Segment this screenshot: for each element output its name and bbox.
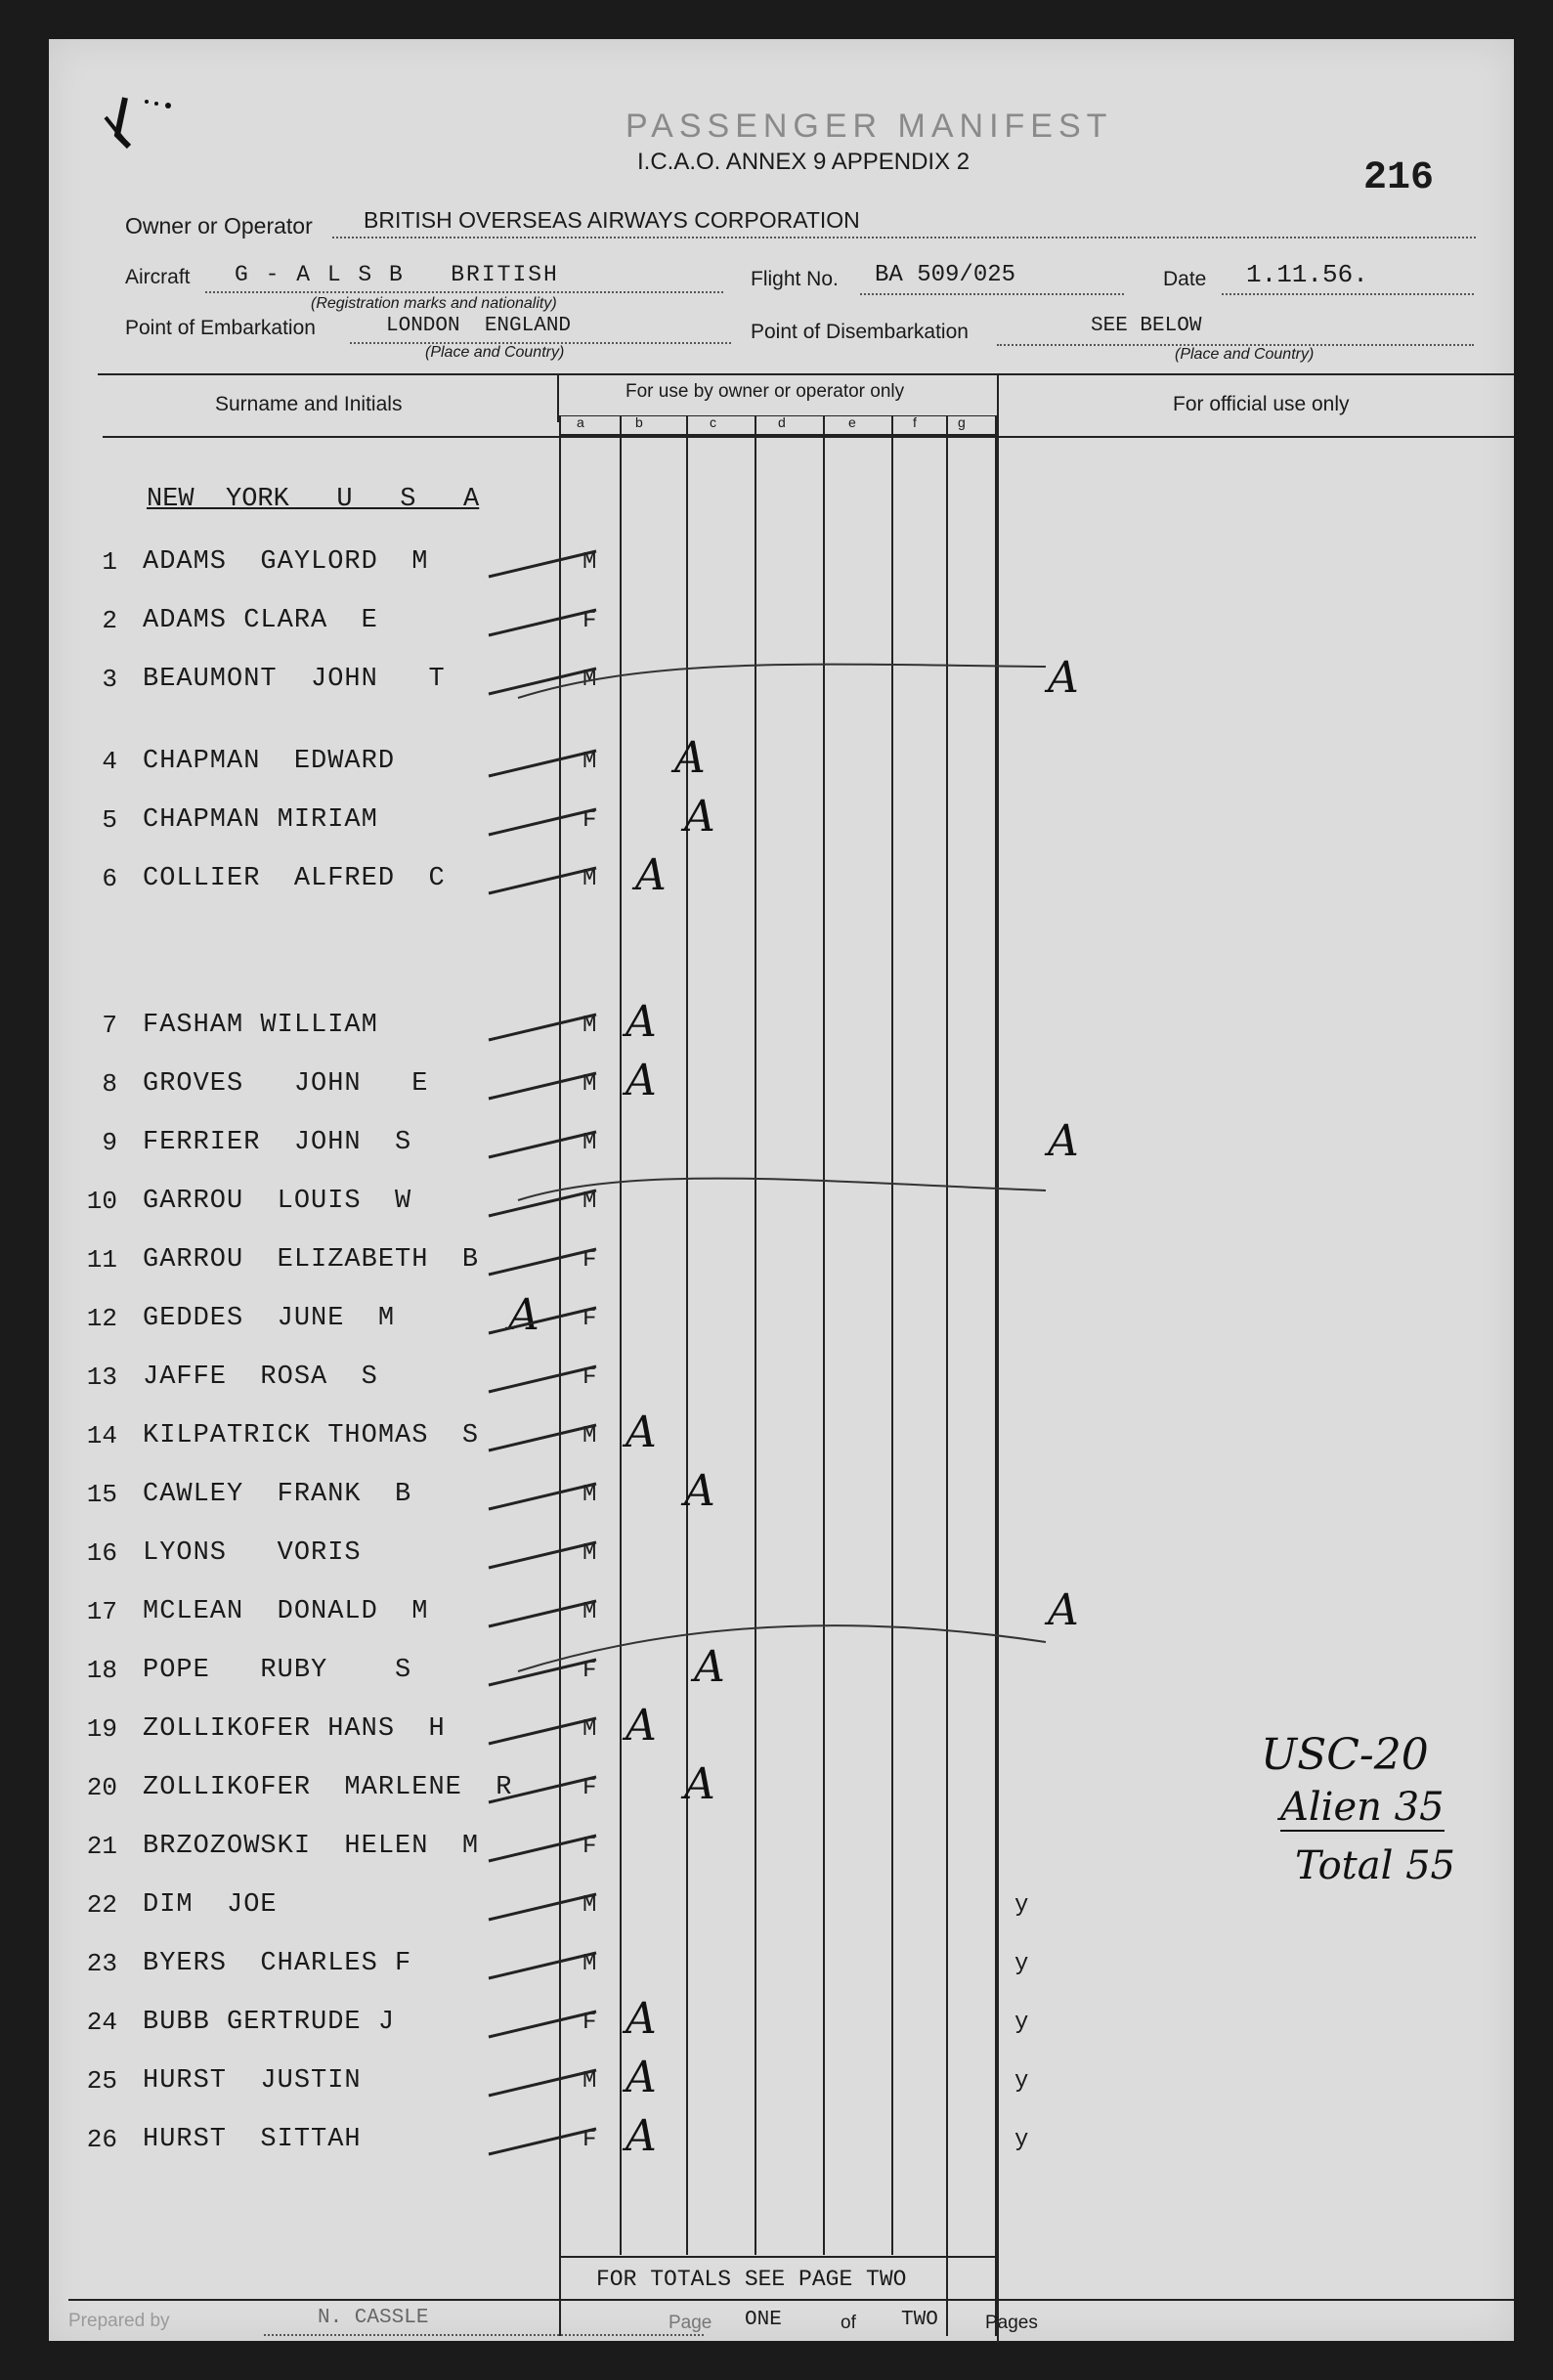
prepared-value: N. CASSLE [318, 2307, 429, 2329]
row-number: 15 [86, 1480, 117, 1509]
disembark-label: Point of Disembarkation [751, 321, 969, 343]
row-number: 18 [86, 1656, 117, 1685]
embark-note: (Place and Country) [425, 344, 565, 361]
passenger-sex: M [582, 2068, 597, 2095]
subcolumn-letter: e [848, 414, 856, 430]
passenger-sex: M [582, 1540, 597, 1567]
row-number: 26 [86, 2125, 117, 2154]
passenger-name: CHAPMAN MIRIAM [143, 805, 378, 835]
row-number: 19 [86, 1714, 117, 1744]
handwritten-a-mark: A [626, 997, 657, 1047]
row-number: 16 [86, 1538, 117, 1568]
subcolumn-letter: c [710, 414, 716, 430]
form-subtitle: I.C.A.O. ANNEX 9 APPENDIX 2 [637, 149, 971, 175]
passenger-sex: F [582, 1834, 597, 1860]
passenger-name: DIM JOE [143, 1890, 278, 1920]
row-number: 24 [86, 2008, 117, 2037]
passenger-sex: F [582, 807, 597, 834]
passenger-sex: M [582, 1599, 597, 1625]
row-number: 10 [86, 1187, 117, 1216]
row-number: 20 [86, 1773, 117, 1802]
passenger-name: GARROU ELIZABETH B [143, 1245, 480, 1275]
destination-heading: NEW YORK U S A [147, 485, 480, 514]
col-owner-header: For use by owner or operator only [626, 381, 905, 402]
tally-usc: USC-20 [1261, 1730, 1429, 1780]
passenger-sex: M [582, 1716, 597, 1743]
flight-label: Flight No. [751, 268, 839, 290]
row-number: 13 [86, 1363, 117, 1392]
passenger-sex: M [582, 1951, 597, 1977]
of-label: of [841, 2313, 856, 2333]
tally-total: Total 55 [1295, 1843, 1455, 1888]
passenger-name: GROVES JOHN E [143, 1069, 429, 1099]
official-a-mark: A [1048, 1585, 1079, 1635]
date-value: 1.11.56. [1246, 260, 1368, 289]
row-number: 7 [102, 1011, 117, 1040]
handwritten-a-mark: A [684, 1759, 715, 1809]
passenger-sex: M [582, 1130, 597, 1156]
row-number: 3 [102, 665, 117, 694]
row-number: 14 [86, 1421, 117, 1450]
row-number: 9 [102, 1128, 117, 1157]
aircraft-note: (Registration marks and nationality) [311, 295, 557, 312]
page-value: ONE [745, 2309, 782, 2331]
aircraft-value: G - A L S B BRITISH [235, 262, 559, 287]
subcolumn-letter: g [958, 414, 966, 430]
passenger-name: CAWLEY FRANK B [143, 1480, 412, 1509]
subcolumn-letter: a [577, 414, 584, 430]
embark-label: Point of Embarkation [125, 317, 316, 339]
prepared-label: Prepared by [68, 2311, 170, 2331]
passenger-sex: F [582, 2010, 597, 2036]
handwritten-a-mark: A [626, 2111, 657, 2161]
row-number: 6 [102, 864, 117, 893]
passenger-name: ADAMS GAYLORD M [143, 547, 429, 577]
aircraft-label: Aircraft [125, 266, 191, 288]
handwritten-a-mark: A [508, 1290, 539, 1340]
passenger-name: POPE RUBY S [143, 1656, 412, 1685]
passenger-name: COLLIER ALFRED C [143, 864, 446, 893]
date-label: Date [1163, 268, 1207, 290]
official-a-mark: A [1048, 653, 1079, 703]
handwritten-a-mark: A [684, 1466, 715, 1516]
passenger-sex: M [582, 1892, 597, 1919]
strike-row-9 [518, 1179, 1046, 1200]
handwritten-a-mark: A [694, 1642, 725, 1692]
row-number: 25 [86, 2066, 117, 2096]
passenger-sex: M [582, 1013, 597, 1039]
pages-label: Pages [985, 2313, 1038, 2333]
strike-row-3 [518, 665, 1046, 698]
col-official-header: For official use only [1173, 393, 1350, 415]
disembark-value: SEE BELOW [1091, 315, 1202, 337]
passenger-sex: F [582, 608, 597, 634]
passenger-name: ZOLLIKOFER MARLENE R [143, 1773, 513, 1802]
form-title: PASSENGER MANIFEST [626, 108, 1113, 145]
passenger-name: FERRIER JOHN S [143, 1128, 412, 1157]
passenger-sex: F [582, 1658, 597, 1684]
handwritten-a-mark: A [626, 1407, 657, 1457]
passenger-sex: F [582, 1775, 597, 1801]
row-number: 11 [86, 1245, 117, 1275]
strike-row-17 [518, 1625, 1046, 1671]
row-strike-overlay [49, 39, 1514, 2341]
passenger-sex: M [582, 1189, 597, 1215]
column-g-mark: y [1014, 2068, 1029, 2095]
row-number: 5 [102, 805, 117, 835]
passenger-name: KILPATRICK THOMAS S [143, 1421, 480, 1450]
passenger-name: ADAMS CLARA E [143, 606, 378, 635]
passenger-sex: F [582, 1247, 597, 1274]
handwritten-a-mark: A [626, 1056, 657, 1105]
passenger-name: GEDDES JUNE M [143, 1304, 396, 1333]
row-number: 12 [86, 1304, 117, 1333]
passenger-name: MCLEAN DONALD M [143, 1597, 429, 1626]
handwritten-a-mark: A [626, 1701, 657, 1751]
passenger-sex: M [582, 667, 597, 693]
owner-value: BRITISH OVERSEAS AIRWAYS CORPORATION [364, 207, 860, 233]
row-number: 17 [86, 1597, 117, 1626]
disembark-note: (Place and Country) [1175, 346, 1315, 363]
row-number: 22 [86, 1890, 117, 1920]
passenger-name: JAFFE ROSA S [143, 1363, 378, 1392]
passenger-name: FASHAM WILLIAM [143, 1011, 378, 1040]
column-g-mark: y [1014, 2127, 1029, 2153]
passenger-name: BUBB GERTRUDE J [143, 2008, 396, 2037]
passenger-sex: M [582, 1423, 597, 1450]
passenger-name: BYERS CHARLES F [143, 1949, 412, 1978]
handwritten-a-mark: A [684, 792, 715, 842]
subcolumn-letter: f [913, 414, 917, 430]
passenger-name: HURST JUSTIN [143, 2066, 362, 2096]
row-number: 21 [86, 1832, 117, 1861]
passenger-name: HURST SITTAH [143, 2125, 362, 2154]
column-g-mark: y [1014, 1951, 1029, 1977]
owner-label: Owner or Operator [125, 213, 313, 238]
of-value: TWO [901, 2309, 938, 2331]
passenger-name: BRZOZOWSKI HELEN M [143, 1832, 480, 1861]
page-number: 216 [1363, 156, 1435, 200]
handwritten-a-mark: A [626, 1994, 657, 2044]
column-g-mark: y [1014, 1892, 1029, 1919]
page-label: Page [669, 2313, 712, 2333]
column-g-mark: y [1014, 2010, 1029, 2036]
row-number: 1 [102, 547, 117, 577]
passenger-name: BEAUMONT JOHN T [143, 665, 446, 694]
subcolumn-letter: d [778, 414, 786, 430]
passenger-sex: F [582, 1306, 597, 1332]
passenger-sex: M [582, 1071, 597, 1098]
passenger-sex: M [582, 866, 597, 892]
col-name-header: Surname and Initials [215, 393, 403, 415]
official-a-mark: A [1048, 1116, 1079, 1166]
passenger-sex: F [582, 2127, 597, 2153]
handwritten-a-mark: A [674, 733, 706, 783]
manifest-sheet [49, 39, 1514, 2341]
row-number: 8 [102, 1069, 117, 1099]
flight-value: BA 509/025 [875, 262, 1016, 288]
passenger-sex: M [582, 549, 597, 576]
handwritten-a-mark: A [635, 850, 667, 900]
row-number: 23 [86, 1949, 117, 1978]
subcolumn-letter: b [635, 414, 643, 430]
passenger-sex: F [582, 1364, 597, 1391]
passenger-name: LYONS VORIS [143, 1538, 362, 1568]
passenger-sex: M [582, 1482, 597, 1508]
embark-value: LONDON ENGLAND [386, 315, 572, 337]
passenger-name: CHAPMAN EDWARD [143, 747, 396, 776]
totals-note: FOR TOTALS SEE PAGE TWO [596, 2267, 907, 2292]
passenger-name: GARROU LOUIS W [143, 1187, 412, 1216]
passenger-name: ZOLLIKOFER HANS H [143, 1714, 446, 1744]
row-number: 2 [102, 606, 117, 635]
row-number: 4 [102, 747, 117, 776]
passenger-sex: M [582, 749, 597, 775]
tally-alien: Alien 35 [1280, 1785, 1445, 1830]
handwritten-a-mark: A [626, 2053, 657, 2102]
